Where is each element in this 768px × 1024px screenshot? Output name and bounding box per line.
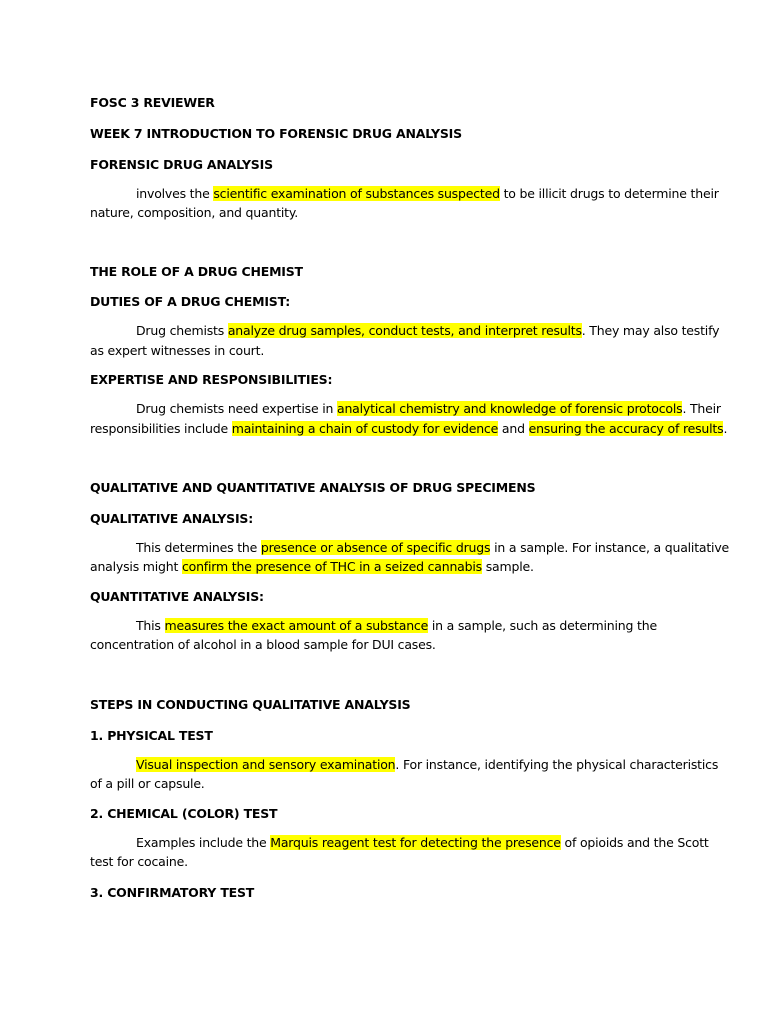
subheading-expertise: EXPERTISE AND RESPONSIBILITIES: bbox=[90, 372, 333, 387]
subheading-duties: DUTIES OF A DRUG CHEMIST: bbox=[90, 294, 291, 309]
highlighted-text: Marquis reagent test for detecting the presence bbox=[270, 835, 561, 850]
highlighted-text: analytical chemistry and knowledge of forensic protocols bbox=[337, 401, 683, 416]
paragraph-line bbox=[136, 399, 721, 418]
paragraph-line bbox=[136, 184, 719, 203]
text-run: Drug chemists need expertise in bbox=[136, 401, 337, 416]
paragraph-line bbox=[136, 616, 657, 635]
paragraph-line bbox=[136, 833, 709, 852]
step-heading-physical-test: 1. PHYSICAL TEST bbox=[90, 728, 213, 743]
subheading-qualitative: QUALITATIVE ANALYSIS: bbox=[90, 511, 254, 526]
text-run: . They may also testify bbox=[581, 323, 720, 338]
section-heading-forensic-drug-analysis: FORENSIC DRUG ANALYSIS bbox=[90, 157, 273, 172]
paragraph-line: as expert witnesses in court. bbox=[90, 343, 265, 358]
text-run: . For instance, identifying the physical characteristics bbox=[395, 757, 719, 772]
text-run: Examples include the bbox=[136, 835, 271, 850]
highlighted-text: maintaining a chain of custody for evidence bbox=[231, 421, 499, 436]
paragraph-line: of a pill or capsule. bbox=[90, 776, 205, 791]
text-run: analysis might bbox=[90, 559, 182, 574]
highlighted-text: scientific examination of substances suspected bbox=[213, 186, 500, 201]
paragraph-line bbox=[136, 321, 719, 340]
text-run: Drug chemists bbox=[136, 323, 228, 338]
paragraph-line: concentration of alcohol in a blood sample for DUI cases. bbox=[90, 637, 436, 652]
highlighted-text: presence or absence of specific drugs bbox=[260, 540, 491, 555]
text-run: responsibilities include bbox=[90, 421, 232, 436]
text-run: This determines the bbox=[136, 540, 261, 555]
text-run: in a sample. For instance, a qualitative bbox=[490, 540, 730, 555]
text-run: . Their bbox=[682, 401, 721, 416]
highlighted-text: Visual inspection and sensory examination bbox=[136, 757, 396, 772]
text-run: . bbox=[723, 421, 728, 436]
text-run: This bbox=[136, 618, 165, 633]
paragraph-line bbox=[136, 755, 718, 774]
section-heading-steps: STEPS IN CONDUCTING QUALITATIVE ANALYSIS bbox=[90, 697, 411, 712]
paragraph-line: test for cocaine. bbox=[90, 854, 188, 869]
text-run: involves the bbox=[136, 186, 214, 201]
step-heading-chemical-test: 2. CHEMICAL (COLOR) TEST bbox=[90, 806, 278, 821]
highlighted-text: analyze drug samples, conduct tests, and interpret results bbox=[227, 323, 582, 338]
highlighted-text: ensuring the accuracy of results bbox=[528, 421, 724, 436]
step-heading-confirmatory-test: 3. CONFIRMATORY TEST bbox=[90, 885, 255, 900]
paragraph-line bbox=[90, 557, 534, 576]
highlighted-text: measures the exact amount of a substance bbox=[164, 618, 429, 633]
subheading-quantitative: QUANTITATIVE ANALYSIS: bbox=[90, 589, 264, 604]
section-heading-role-of-drug-chemist: THE ROLE OF A DRUG CHEMIST bbox=[90, 264, 303, 279]
text-run: to be illicit drugs to determine their bbox=[499, 186, 719, 201]
document-title: FOSC 3 REVIEWER bbox=[90, 95, 215, 110]
week-title: WEEK 7 INTRODUCTION TO FORENSIC DRUG ANALYSIS bbox=[90, 126, 462, 141]
text-run: sample. bbox=[481, 559, 534, 574]
section-heading-qualitative-quantitative: QUALITATIVE AND QUANTITATIVE ANALYSIS OF DRUG SPECIMENS bbox=[90, 480, 536, 495]
highlighted-text: confirm the presence of THC in a seized cannabis bbox=[181, 559, 482, 574]
text-run: in a sample, such as determining the bbox=[428, 618, 657, 633]
text-run: of opioids and the Scott bbox=[560, 835, 709, 850]
paragraph-line bbox=[136, 538, 729, 557]
paragraph-line bbox=[90, 419, 727, 438]
text-run: and bbox=[498, 421, 529, 436]
paragraph-line: nature, composition, and quantity. bbox=[90, 205, 299, 220]
